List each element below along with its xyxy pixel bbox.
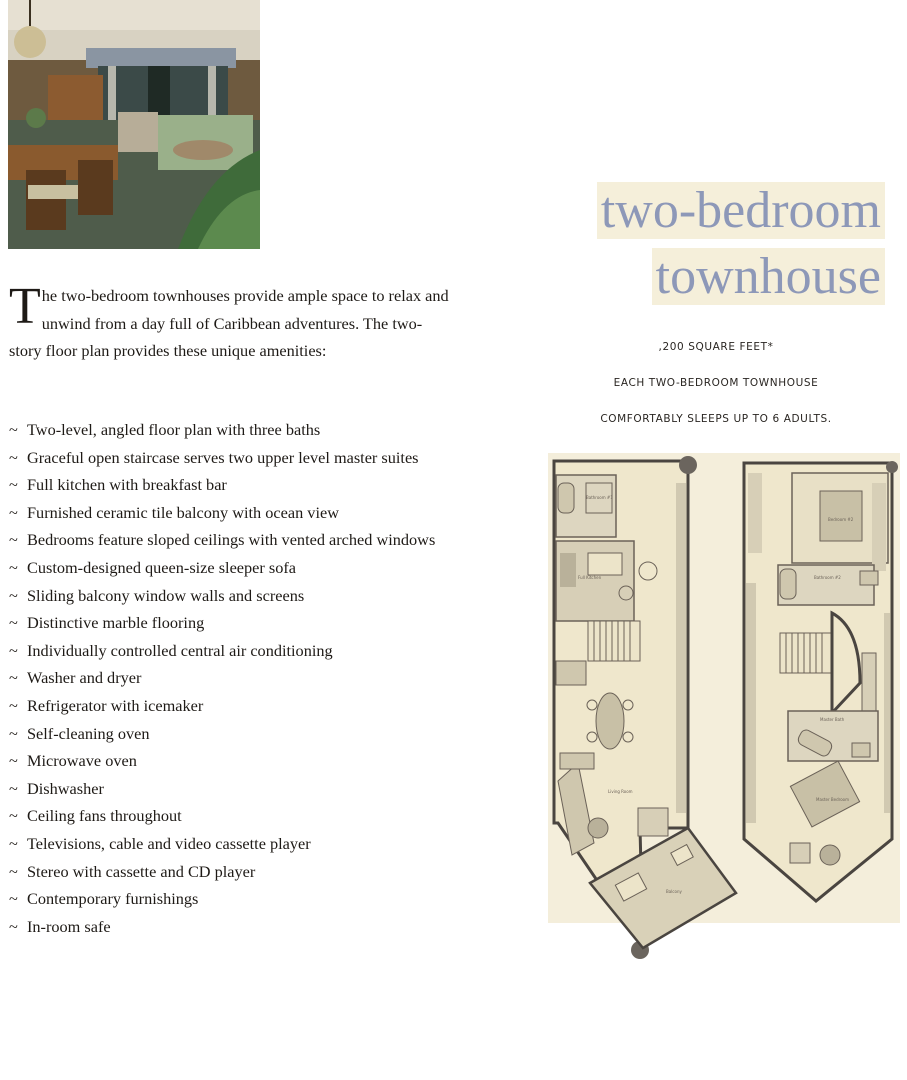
label-master-bedroom: Master Bedroom [816,797,850,802]
list-item: ~ Sliding balcony window walls and screens [9,585,305,605]
list-item: ~ Custom-designed queen-size sleeper sofa [9,557,297,577]
label-living-room: Living Room [608,789,633,794]
list-item: ~ Two-level, angled floor plan with three baths [9,420,321,439]
list-item: ~ Furnished ceramic tile balcony with ocean view [9,502,339,522]
list-item: ~ Dishwasher [9,778,104,798]
label-bedroom-2: Bedroom #2 [828,517,854,522]
label-master-bath: Master Bath [820,717,845,722]
occupancy-text-line-1: EACH TWO-BEDROOM TOWNHOUSE [613,377,819,389]
list-item: ~ Bedrooms feature sloped ceilings with vented arched windows [9,530,436,550]
list-item: ~ In-room safe [9,916,111,936]
square-feet-text: ,200 SQUARE FEET* [658,341,774,353]
page-title [545,178,885,310]
list-item: ~ Distinctive marble flooring [9,613,205,633]
label-full-kitchen: Full Kitchen [578,575,602,580]
list-item: ~ Full kitchen with breakfast bar [9,475,227,495]
label-balcony: Balcony [666,889,682,894]
list-item: ~ Ceiling fans throughout [9,806,182,826]
upper-level-plan [744,461,898,901]
list-item: ~ Stereo with cassette and CD player [9,861,256,881]
intro-paragraph [9,278,449,365]
list-item: ~ Graceful open staircase serves two upper level master suites [9,447,419,467]
list-item: ~ Washer and dryer [9,668,142,688]
list-item: ~ Individually controlled central air conditioning [9,640,333,660]
intro-text: he two-bedroom townhouses provide ample space to relax and unwind from a day full of Caribbean adventures. The two-story floor plan provides these unique amenities: [9,286,449,361]
list-item: ~ Self-cleaning oven [9,723,150,743]
list-item: ~ Refrigerator with icemaker [9,695,204,715]
label-bathroom-1: Bathroom #1 [586,495,613,500]
list-item: ~ Microwave oven [9,751,137,771]
drop-cap: T [9,278,41,335]
amenities-list [9,416,449,940]
interior-photo [8,0,260,249]
label-bathroom-2: Bathroom #2 [814,575,841,580]
occupancy-text-line-2: COMFORTABLY SLEEPS UP TO 6 ADULTS. [600,413,832,425]
title-line-1: two-bedroom [597,182,885,239]
floor-plan [548,453,900,965]
list-item: ~ Televisions, cable and video cassette player [9,833,311,853]
list-item: ~ Contemporary furnishings [9,889,199,909]
title-line-2: townhouse [652,248,885,305]
